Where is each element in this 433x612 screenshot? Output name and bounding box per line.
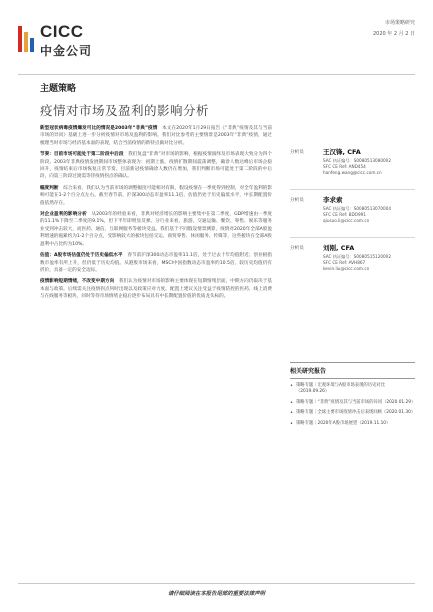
logo-chinese: 中金公司 (40, 44, 93, 58)
related-research-title: 相关研究报告 (290, 362, 415, 379)
related-research (290, 362, 415, 431)
footer-divider (18, 583, 415, 584)
analyst-divider (290, 189, 415, 190)
analyst-email-link[interactable]: qiusuo.li@cicc.com.cn (323, 218, 370, 224)
body-paragraph (40, 252, 272, 274)
related-report-link[interactable]: • 策略专题｜宏观环境与A股市场表现的历史对比（2019.09.26） (290, 383, 415, 396)
analyst-role: 分析员 (290, 150, 304, 155)
cicc-logo (18, 20, 98, 60)
related-report-link[interactable]: • 策略专题｜“非典”疫情及其与当前市场的异同（2020.01.29） (290, 400, 415, 406)
header-meta (373, 18, 415, 40)
logo-latin: CICC (40, 22, 84, 41)
paragraph-text: 本文在2020年1月29日报告《“非典”疫情及其与当前市场的异同》基础上进一步分析疫情对市场及盈利的影响。我们对比参考的主要情景是2003年“非典”疫情，通过梳理当时市场与经济基本面的表现，结合当前疫情的新特点做对比分析。 (40, 126, 272, 146)
analyst-license: SAC 执证编号：S0080513080002 (323, 158, 392, 163)
analyst-license: SAC 执证编号：S0080515120002 (323, 254, 392, 259)
paragraph-text: 我们复盘“非典”对市场的影响，根据疫情演绎及市场表现大致分为四个阶段。2003年非典疫情发展期间市场整体表现为：初期上涨，疫情扩散期间震荡调整，确诊人数达峰后市场企稳回升，疫情结束后市场恢复正常节奏。目前新冠疫情确诊人数仍在增加，我们判断市场可能处于第二阶段的中后段，向第三阶段过渡需等待疫情拐点的确认。 (40, 152, 272, 180)
analyst-divider (290, 237, 415, 238)
analyst-card (290, 244, 415, 280)
analyst-card (290, 148, 415, 184)
analyst-name: 王汉锋, CFA (323, 148, 361, 156)
paragraph-lead: 幅度判断 (40, 185, 59, 191)
paragraph-lead: 估值：A股市场估值仍处于历史偏低水平 (40, 253, 123, 259)
report-date: 2020 年 2 月 2 日 (372, 31, 415, 37)
body-paragraph (40, 185, 272, 207)
body-paragraph (40, 278, 272, 300)
paragraph-lead: 新型冠状病毒疫情爆发可比的情况是2003年“非典”疫情 (40, 126, 158, 131)
body-column (40, 125, 272, 305)
analyst-role: 分析员 (290, 246, 304, 251)
related-report-link[interactable]: • 策略专题｜2020年A股市场展望（2019.11.10） (290, 421, 415, 427)
cicc-logo-mark-icon (18, 26, 34, 52)
analyst-sfc-ref: SFC CE Ref: AVH867 (323, 260, 366, 266)
paragraph-lead: 对企业盈利的影响分析 (40, 212, 87, 218)
report-tag: 主题策略 (40, 84, 77, 94)
analyst-details (323, 158, 391, 177)
paragraph-text: 春节前沪深300动态市盈率11.1倍，处于过去十年均值附近；创业板指数市盈率有所上升，但仍低于历史均值。从港股市场来看，MSCI中国指数动态市盈率约10.5倍，较历史均值仍有折价，具备一定的安全边际。 (40, 253, 272, 273)
analyst-panel (290, 148, 415, 292)
analyst-name: 刘刚, CFA (323, 244, 355, 252)
paragraph-lead: 疫情影响短期情绪，不改变中期方向 (40, 279, 115, 285)
related-report-link[interactable]: • 策略专题｜全球主要市场疫情冲击后表现回顾（2020.01.30） (290, 410, 415, 416)
report-type: 市场策略研究 (384, 20, 415, 26)
analyst-details (323, 254, 391, 273)
body-paragraph (40, 151, 272, 181)
legal-notice: 请仔细阅读在本报告尾部的重要法律声明 (167, 591, 266, 597)
analyst-email-link[interactable]: kevin.liu@cicc.com.cn (323, 266, 370, 272)
paragraph-lead: 节奏：目前市场可能处于第二阶段中后段 (40, 152, 124, 158)
analyst-email-link[interactable]: hanfeng.wang@cicc.com.cn (323, 170, 382, 176)
analyst-card (290, 196, 415, 232)
analyst-details (323, 206, 391, 225)
report-title: 疫情对市场及盈利的影响分析 (40, 103, 210, 118)
body-paragraph (40, 211, 272, 248)
paragraph-text: 从2003年的经验来看，非典对经济增长的影响主要集中在第二季度，GDP增速由一季度的11.1%下降至二季度的9.1%，但下半年即明显反弹。分行业来看，旅游、交通运输、餐饮、零售、娱乐等服务业受到冲击较大，而医药、通信、互联网服务等板块受益。我们基于不同假设情景测算，疫情对2020年全部A股盈利增速的拖累约为1-2个百分点，受影响较大的板块包括交运、商贸零售、休闲服务、传媒等，这些板块在全部A股盈利中占比约为10%。 (40, 212, 272, 247)
header-divider (18, 74, 415, 75)
analyst-name: 李求索 (323, 196, 343, 204)
analyst-sfc-ref: SFC CE Ref: AND454 (323, 164, 366, 170)
body-paragraph (40, 125, 272, 147)
analyst-sfc-ref: SFC CE Ref: BDO991 (323, 212, 366, 218)
analyst-license: SAC 执证编号：S0080513070004 (323, 206, 392, 211)
paragraph-text: 我们认为疫情对市场的影响主要体现在短期情绪层面，中期方向仍取决于基本面与政策。后续需关注疫情拐点何时出现以及政策应对力度。配置上建议关注受益于疫情防控的医药、线上消费与在线服务等板块，同时等待市场情绪企稳后逐步布局具有中长期配置价值的优质龙头标的。 (40, 279, 272, 300)
paragraph-text: 综合来看，我们认为当前市场的调整幅度可能相对有限，假设疫情在一季度得到控制，对全年盈利的影响可能在1-2个百分点左右。截至春节前，沪深300动态市盈率11.1倍，估值仍处于历史偏低水平，中长期配置价值依然存在。 (40, 185, 272, 206)
analyst-role: 分析员 (290, 198, 304, 203)
